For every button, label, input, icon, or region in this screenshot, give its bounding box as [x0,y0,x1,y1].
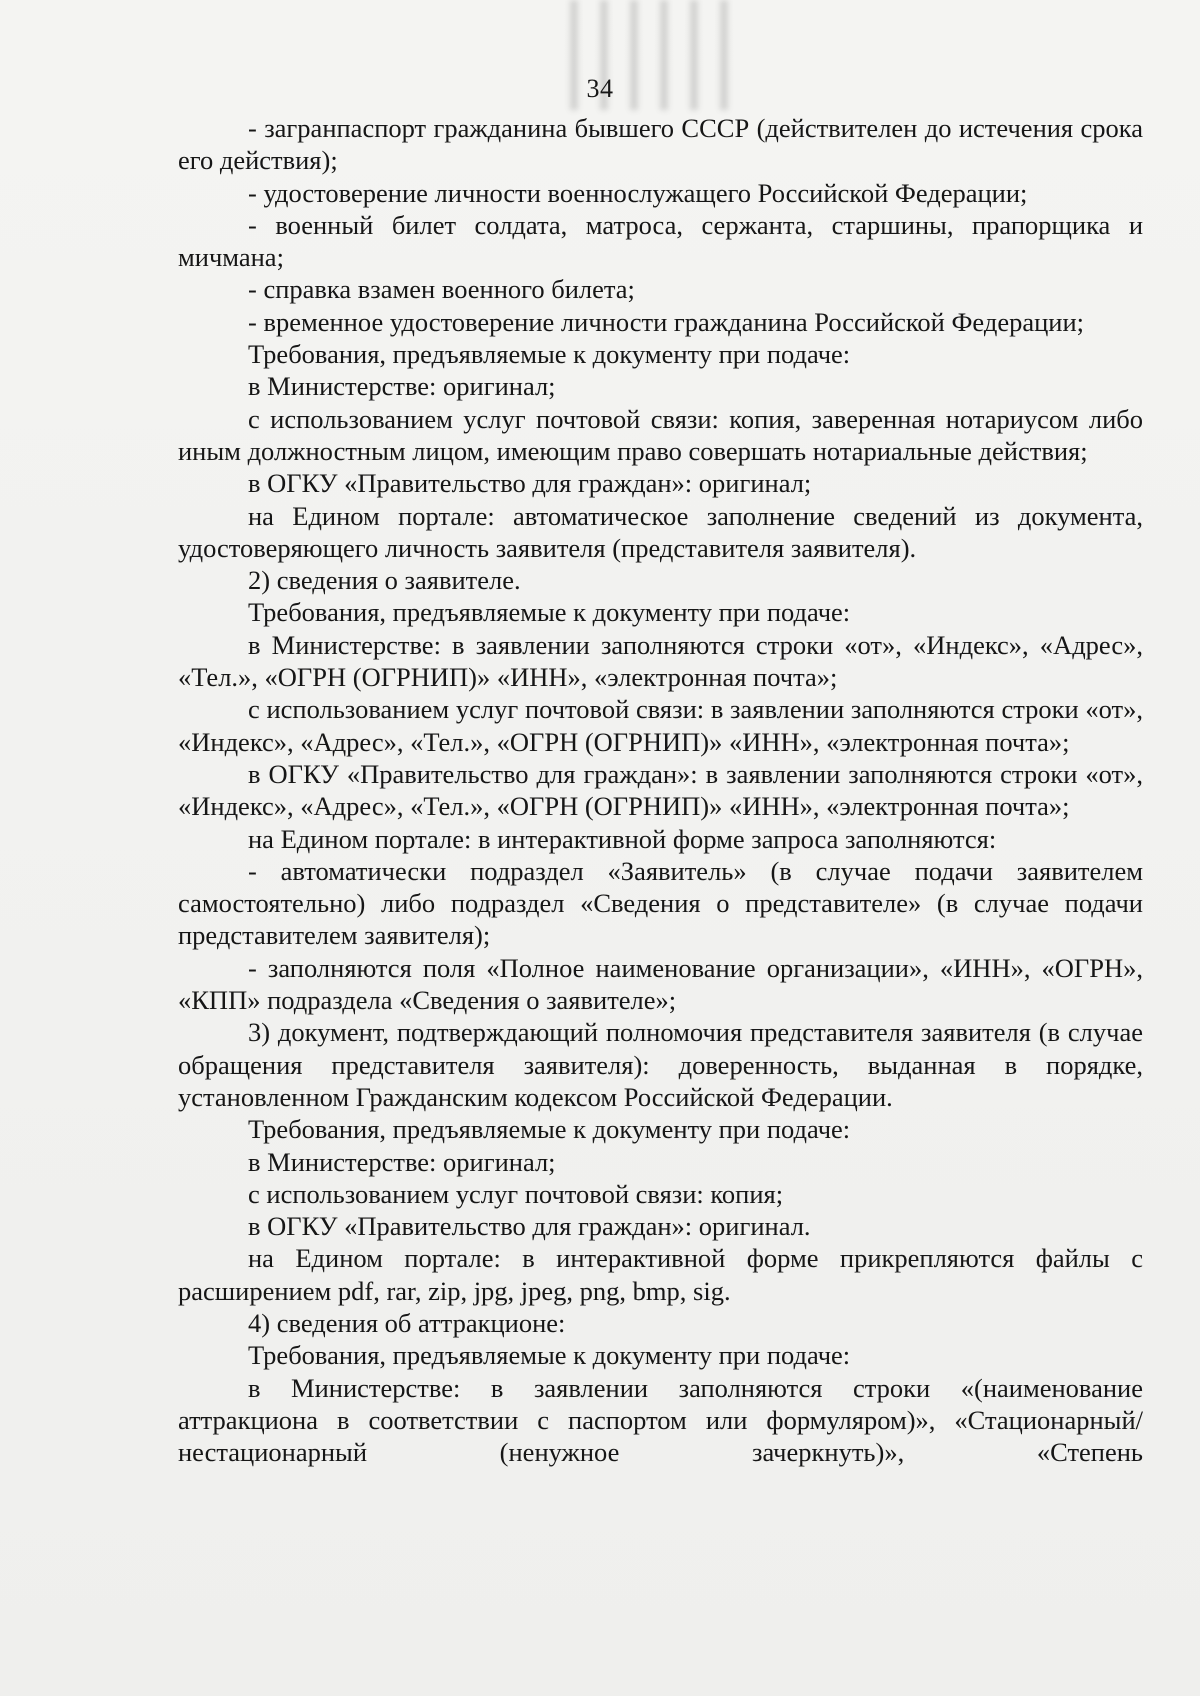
paragraph: - справка взамен военного билета; [248,274,635,305]
paragraph: в Министерстве: в заявлении заполняются строки «(наименование аттракциона в соответствии с паспортом или формуляром)», «Стационарный/нестационарный (ненужное зачеркнуть)», «Степень [178,1372,1143,1468]
paragraph: в ОГКУ «Правительство для граждан»: в заявлении заполняются строки «от», «Индекс», «Адрес», «Тел.», «ОГРН (ОГРНИП)» «ИНН», «электронная почта»; [178,758,1143,822]
paragraph: - загранпаспорт гражданина бывшего СССР (действителен до истечения срока его действия); [178,113,1143,176]
paragraph: на Едином портале: автоматическое заполнение сведений из документа, удостоверяющего личность заявителя (представителя заявителя). [178,500,1143,563]
paragraph: Требования, предъявляемые к документу при подаче: [248,1340,851,1371]
paragraph: в Министерстве: оригинал; [248,371,556,402]
document-body [178,112,1143,1468]
paragraph: с использованием услуг почтовой связи: копия, заверенная нотариусом либо иным должностным лицом, имеющим право совершать нотариальные действия; [178,403,1143,466]
paragraph: 4) сведения об аттракционе: [248,1307,566,1338]
paragraph: в Министерстве: в заявлении заполняются строки «от», «Индекс», «Адрес», «Тел.», «ОГРН (ОГРНИП)» «ИНН», «электронная почта»; [178,629,1143,693]
paragraph: в ОГКУ «Правительство для граждан»: оригинал. [248,1211,811,1242]
paragraph: в Министерстве: оригинал; [248,1146,556,1177]
paragraph: Требования, предъявляемые к документу при подаче: [248,597,851,628]
paragraph: - автоматически подраздел «Заявитель» (в случае подачи заявителем самостоятельно) либо подраздел «Сведения о представителе» (в случае подачи представителем заявителя); [178,855,1143,951]
paragraph: 2) сведения о заявителе. [248,565,521,596]
paragraph: с использованием услуг почтовой связи: в заявлении заполняются строки «от», «Индекс», «Адрес», «Тел.», «ОГРН (ОГРНИП)» «ИНН», «электронная почта»; [178,694,1143,757]
paragraph: - заполняются поля «Полное наименование организации», «ИНН», «ОГРН», «КПП» подраздела «Сведения о заявителе»; [178,952,1143,1016]
paragraph: 3) документ, подтверждающий полномочия представителя заявителя (в случае обращения представителя заявителя): доверенность, выданная в порядке, установленном Гражданским кодексом Российской Федерации. [178,1017,1143,1112]
paragraph: - временное удостоверение личности гражданина Российской Федерации; [248,306,1085,337]
paragraph: на Едином портале: в интерактивной форме прикрепляются файлы с расширением pdf, rar, zip, jpg, jpeg, png, bmp, sig. [178,1243,1143,1306]
paragraph: с использованием услуг почтовой связи: копия; [248,1178,784,1209]
paragraph: - удостоверение личности военнослужащего Российской Федерации; [248,177,1028,208]
paragraph: Требования, предъявляемые к документу при подаче: [248,1114,851,1145]
paragraph: Требования, предъявляемые к документу при подаче: [248,339,851,370]
paragraph: - военный билет солдата, матроса, сержанта, старшины, прапорщика и мичмана; [178,209,1143,273]
page-number: 34 [586,74,614,103]
paragraph: в ОГКУ «Правительство для граждан»: оригинал; [248,468,812,499]
paragraph: на Едином портале: в интерактивной форме запроса заполняются: [248,823,997,854]
